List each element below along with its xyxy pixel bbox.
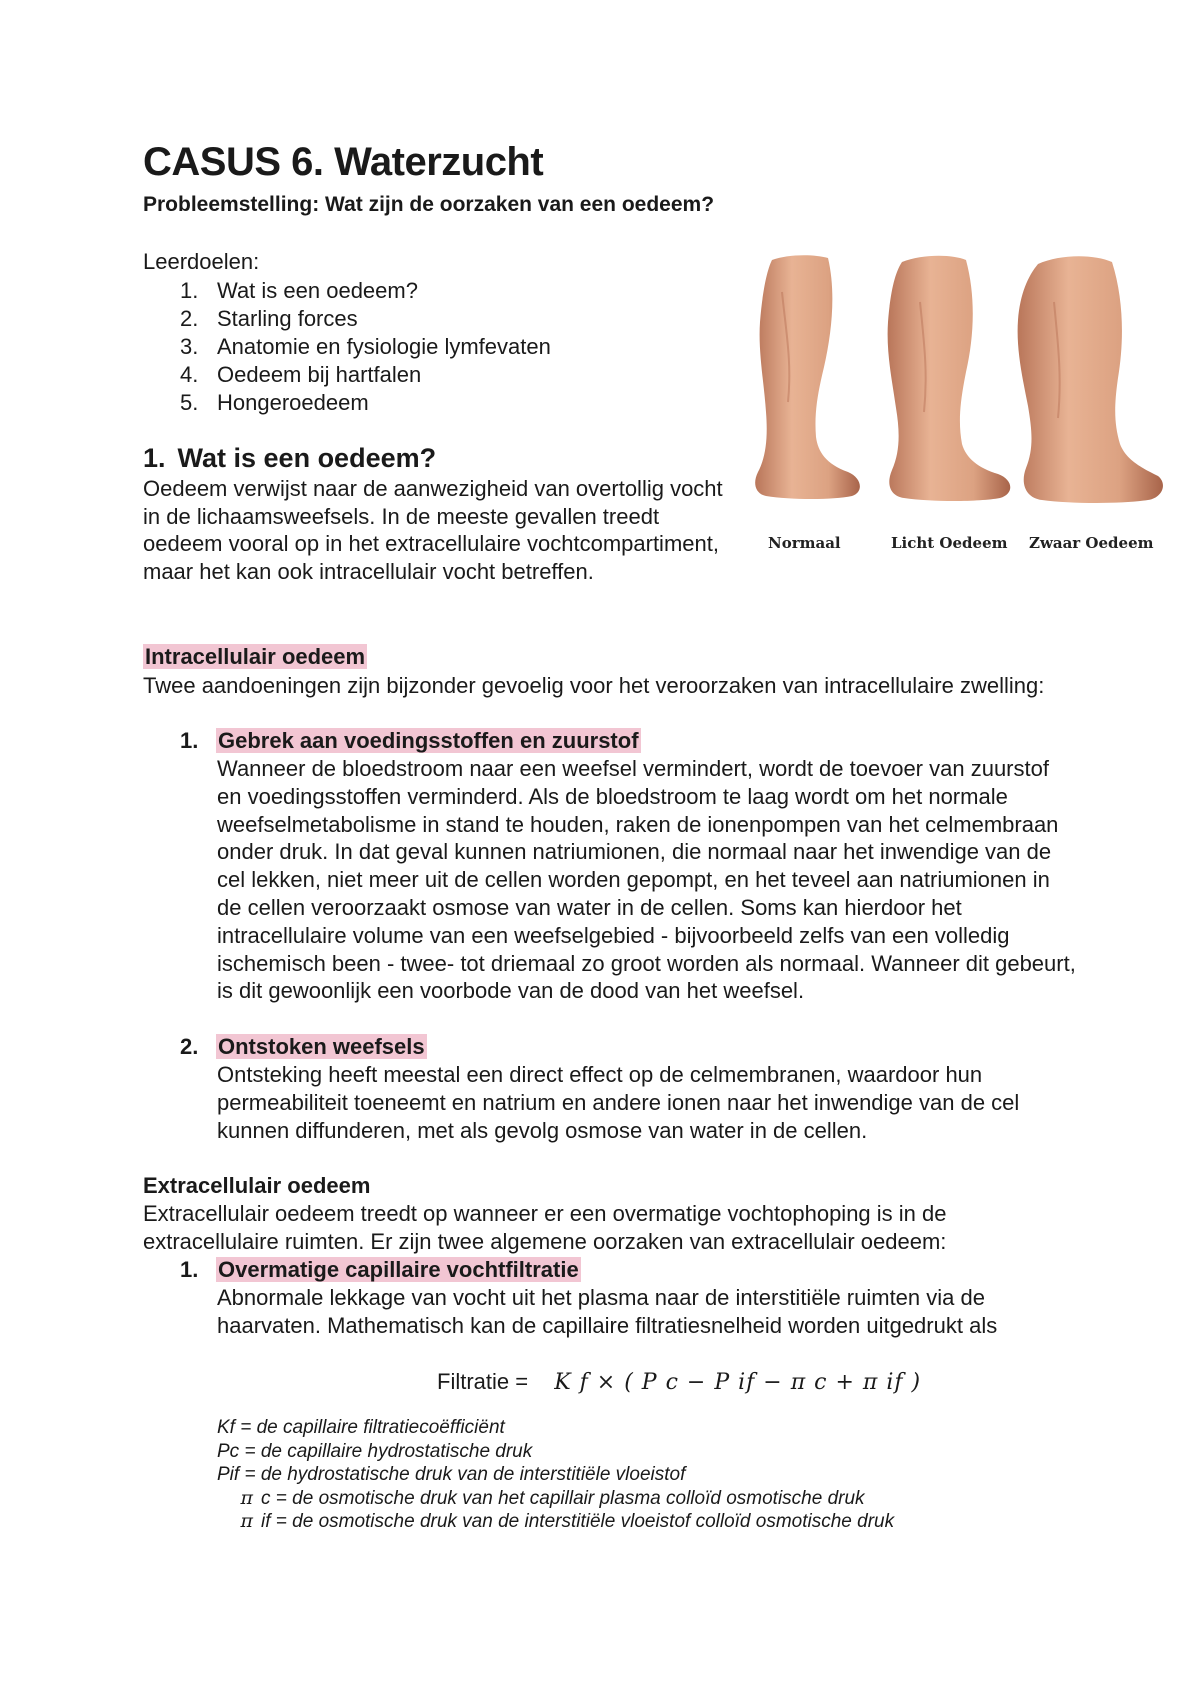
item-number: 2. <box>180 1034 199 1059</box>
subsection-heading-extracellular: Extracellulair oedeem <box>143 1173 371 1198</box>
definition-line: Pif = de hydrostatische druk van de interstitiële vloeistof <box>217 1464 686 1485</box>
legs-illustration <box>752 252 1164 558</box>
item-body-nutrients: Wanneer de bloedstroom naar een weefsel vermindert, wordt de toevoer van zuurstof en voedingsstoffen verminderd. Als de bloedstroom te laag wordt om het normale weefselmetabolisme in stand te houden, raken de ionenpompen van het celmembraan onder druk. In dat geval kunnen natriumionen, die normaal naar het inwendige van de cel lekken, niet meer uit de cellen worden gepompt, en het teveel aan natriumionen in de cellen veroorzaakt osmose van water in de cellen. Soms kan hierdoor het intracellulaire volume van een weefselgebied - bijvoorbeeld zelfs van een volledig ischemisch been - twee- tot driemaal zo groot worden als normaal. Wanneer dit gebeurt, is dit gewoonlijk een voorbode van de dood van het weefsel. <box>217 756 1076 1004</box>
item-heading-nutrients: Gebrek aan voedingsstoffen en zuurstof <box>218 728 639 753</box>
formula-expression: K f × ( P c − P if − π c + π if ) <box>554 1370 922 1395</box>
intracellular-intro: Twee aandoeningen zijn bijzonder gevoelig voor het veroorzaken van intracellulaire zwelling: <box>143 673 1045 698</box>
normal-leg <box>755 255 860 499</box>
document-title: CASUS 6. Waterzucht <box>143 140 544 184</box>
light-edema-leg <box>888 256 1011 501</box>
learning-goals-label: Leerdoelen: <box>143 249 260 274</box>
definition-line: π c = de osmotische druk van het capillair plasma colloïd osmotische druk <box>217 1487 894 1511</box>
filtration-formula <box>437 1369 921 1395</box>
caption-normal: Normaal <box>768 534 841 552</box>
caption-light-edema: Licht Oedeem <box>891 534 1008 552</box>
item-number: 1. <box>180 1257 199 1282</box>
section-heading-oedeem: 1. Wat is een oedeem? <box>143 443 437 473</box>
pi-symbol: π <box>240 1510 253 1532</box>
legs-drawing <box>752 252 1164 532</box>
item-heading-filtration: Overmatige capillaire vochtfiltratie <box>218 1257 579 1282</box>
item-number: 1. <box>180 728 199 753</box>
section-body-oedeem: Oedeem verwijst naar de aanwezigheid van overtollig vocht in de lichaamsweefsels. In de meeste gevallen treedt oedeem vooral op in het extracellulaire vochtcompartiment, maar het kan ook intracellulair vocht betreffen. <box>143 476 723 584</box>
heavy-edema-leg <box>1018 256 1163 503</box>
list-item: 3. Anatomie en fysiologie lymfevaten <box>180 334 551 359</box>
item-body-filtration: Abnormale lekkage van vocht uit het plasma naar de interstitiële ruimten via de haarvaten. Mathematisch kan de capillaire filtratiesnelheid worden uitgedrukt als <box>217 1285 998 1338</box>
list-item: 2. Starling forces <box>180 306 358 331</box>
definition-line: Pc = de capillaire hydrostatische druk <box>217 1440 533 1462</box>
caption-heavy-edema: Zwaar Oedeem <box>1029 534 1154 552</box>
subsection-heading-intracellular: Intracellulair oedeem <box>145 644 366 669</box>
item-heading-inflamed: Ontstoken weefsels <box>218 1034 425 1059</box>
extracellular-intro: Extracellulair oedeem treedt op wanneer er een overmatige vochtophoping is in de extracellulaire ruimten. Er zijn twee algemene oorzaken van extracellulair oedeem: <box>143 1201 947 1254</box>
list-item: 4. Oedeem bij hartfalen <box>180 362 422 387</box>
formula-label: Filtratie = <box>437 1369 529 1394</box>
learning-goals-list <box>143 277 551 417</box>
definition-line: Kf = de capillaire filtratiecoëfficiënt <box>217 1417 505 1438</box>
list-item: 1. Wat is een oedeem? <box>180 278 418 303</box>
list-item: 5. Hongeroedeem <box>180 390 369 415</box>
formula-definitions <box>217 1416 894 1534</box>
problem-statement: Probleemstelling: Wat zijn de oorzaken van een oedeem? <box>143 193 715 216</box>
pi-symbol: π <box>240 1486 253 1509</box>
definition-line: π if = de osmotische druk van de interstitiële vloeistof colloïd osmotische druk <box>217 1510 894 1534</box>
item-body-inflamed: Ontsteking heeft meestal een direct effect op de celmembranen, waardoor hun permeabiliteit toeneemt en natrium en andere ionen naar het inwendige van de cel kunnen diffunderen, met als gevolg osmose van water in de cellen. <box>217 1062 1020 1143</box>
